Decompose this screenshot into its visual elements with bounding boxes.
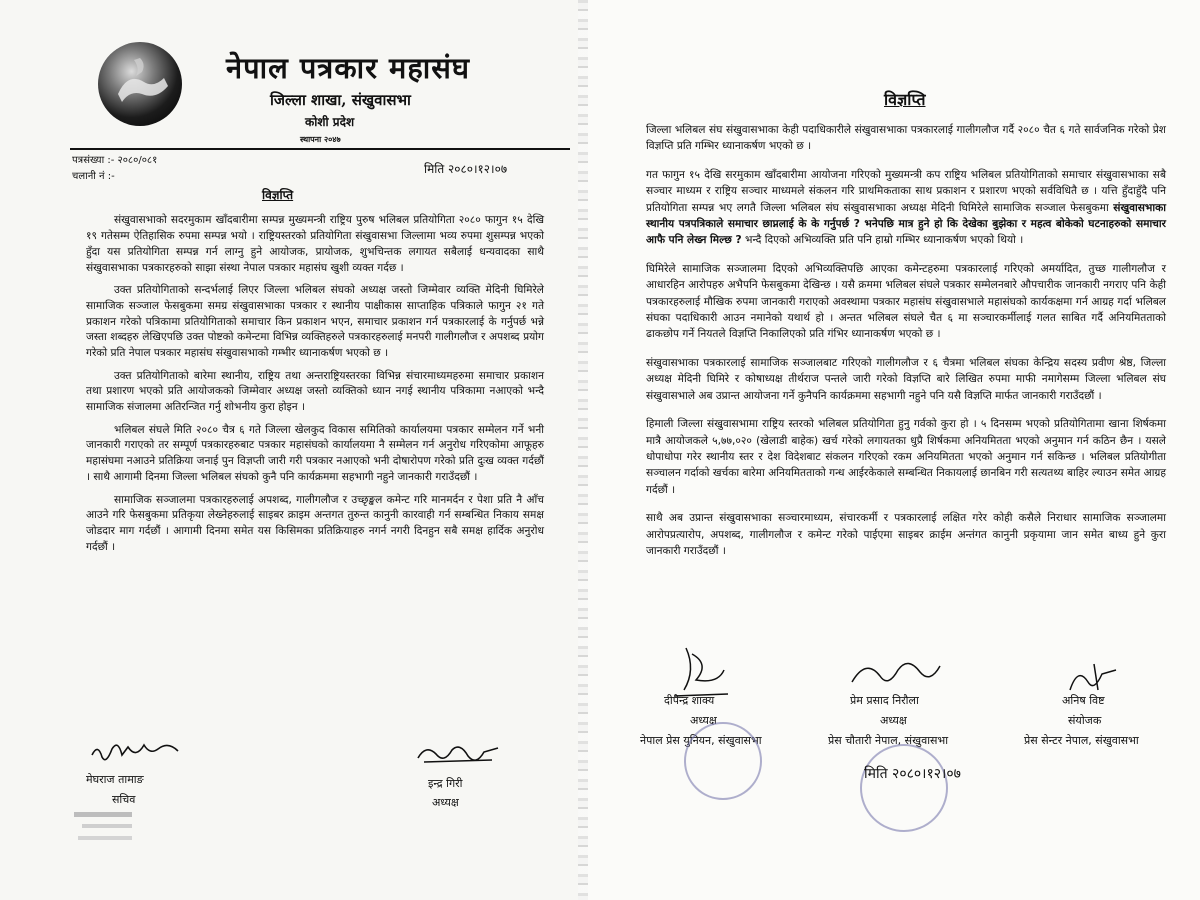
right-letter xyxy=(588,0,1200,900)
letter-title: विज्ञप्ति xyxy=(884,90,926,109)
org-name: नेपाल पत्रकार महासंघ xyxy=(226,51,471,85)
letter-body xyxy=(86,213,544,562)
signatory-3-role: संयोजक xyxy=(1068,714,1102,727)
paragraph: घिमिरेले सामाजिक सञ्जालमा दिएको अभिव्यक्तिपछि आएका कमेन्टहरुमा पत्रकारलाई गरिएको अमर्यादित, तुच्छ गालीगलौज र आधारहिन आरोपहरु अभैपनि फेसबुकमा देखिन्छ । यसै क्रममा भलिबल संघले पत्रकार सम्मेलनबारे औपचारीक जानकारी नगराए पनि केही पत्रकारहरुलाई मौखिक रुपमा जानकारी गराएको अवस्थामा पत्रकार महासंघ संखुवासभाले महासंघको कार्यकक्षमा गर्न आग्रह गर्दा भलिबल संघका पदाधिकारी आउन नमानेको यथार्थ हो । अन्तत भलिबल संघले चैत ६ मा सञ्चारकर्मीलाई गलत साबित गर्दै अनियमितताको ढाकछोप गर्ने नियतले विज्ञप्ति निकालिएको प्रति गंभिर ध्यानाकर्षण भएको छ । xyxy=(646,262,1166,341)
paragraph: जिल्ला भलिबल संघ संखुवासभाका केही पदाधिकारीले संखुवासभाका पत्रकारलाई गालीगलौज गर्दै २०८० चैत ६ गते सार्वजनिक गरेको प्रेश विज्ञप्ति प्रति गम्भिर ध्यानाकर्षण भएको छ । xyxy=(646,124,1166,153)
signatory-3-org: प्रेस सेन्टर नेपाल, संखुवासभा xyxy=(1024,734,1139,747)
founded-year: स्थापना २०४७ xyxy=(300,135,341,144)
letter-date: मिति २०८०।१२।०७ xyxy=(424,162,508,176)
secretary-name: मेघराज तामाङ xyxy=(86,773,144,786)
paragraph: सामाजिक सञ्जालमा पत्रकारहरुलाई अपशब्द, गालीगलौज र उच्छृङ्खल कमेन्ट गरि मानमर्दन र पेशा प्रति नै आँच आउने गरि फेसबुकमा प्रतिकृया लेख्नेहरुलाई साइबर क्राइम अन्तगत तुरुन्त कानुनी कारवाही गर्न सम्बन्धित निकाय समक्ष जोडदार माग गर्दछौं । आगामी दिनमा समेत यस किसिमका प्रतिक्रियाहरु नगर्न नगरी दिनहुन सबै समक्ष हार्दिक अनुरोध गर्दछौं । xyxy=(86,493,544,554)
paragraph: उक्त प्रतियोगिताको बारेमा स्थानीय, राष्ट्रिय तथा अन्तराष्ट्रियस्तरका विभिन्न संचारमाध्यमहरुमा समाचार प्रकाशन तथा प्रशारण भएको प्रति आयोजकको जिम्मेवार अध्यक्ष जस्तो व्यक्तिको ध्यान नगई स्थानीय पत्रिकामा नआएको भन्दै सामाजिक संजालमा अतिरन्जित गर्नु शोभनीय कुरा होइन । xyxy=(86,369,544,414)
letter-date: मिति २०८०।१२।०७ xyxy=(864,766,961,782)
branch-name: जिल्ला शाखा, संखुवासभा xyxy=(270,91,411,109)
paragraph: उक्त प्रतियोगिताको सन्दर्भलाई लिएर जिल्ला भलिबल संघको अध्यक्ष जस्तो जिम्मेवार व्यक्ति मेदिनी घिमिरेले सामाजिक सञ्जाल फेसबुकमा समग्र संखुवासभाका पत्रकार र स्थानीय पाक्षीकास साप्ताहिक पत्रिकाले फागुन २१ गते प्रकाशन गरेको पत्रिकामा प्रतियोगिताको समाचार किन प्रकाशन भएन, समाचार प्रकाशन गर्न पत्रकारलाई के गर्नुपर्छ भन्ने जस्ता शब्दहरु लेखिएपछि उक्त पोष्टको कमेन्टमा विभिन्न व्यक्तिहरुले पत्रकारहरुलाई मनपरी गालीगलौज र अपशब्द प्रयोग गरेको प्रति नेपाल पत्रकार महासंघ संखुवासभाको गम्भीर ध्यानाकर्षण भएको छ । xyxy=(86,283,544,360)
signatory-2-role: अध्यक्ष xyxy=(880,714,907,727)
quoted-post: संखुवासभाका स्थानीय पत्रपत्रिकाले समाचार छाप्नलाई के के गर्नुपर्छ ? भनेपछि मात्र हुने हो कि देखेका बुझेका र महत्व बोकेको घटनाहरुको समाचार आफै पनि लेख्न मिल्छ ? xyxy=(646,201,1166,247)
president-role: अध्यक्ष xyxy=(432,796,459,809)
round-stamp-icon xyxy=(860,744,948,832)
signatory-2-name: प्रेम प्रसाद निरौला xyxy=(850,694,919,707)
paragraph: संखुवासभाको सदरमुकाम खाँदबारीमा सम्पन्न मुख्यमन्त्री राष्ट्रिय पुरुष भलिबल प्रतियोगिता २०८० फागुन १५ देखि १९ गतेसम्म ऐतिहासिक रुपमा सम्पन्न भयो । राष्ट्रियस्तरको प्रतियोगिता संखुवासभा जिल्लामा भव्य रुपमा शुसम्पन्न भएको हुँदा यस प्रतियोगिता सम्पन्न गर्न लाग्नु हुने आयोजक, प्रायोजक, शुभचिन्तक लगायत सबैलाई धन्यवादका साथै संखुवासभाका पत्रकारहरुको साझा संस्था नेपाल पत्रकार महासंघ खुशी व्यक्त गर्दछ । xyxy=(86,214,544,274)
paragraph: भलिबल संघले मिति २०८० चैत्र ६ गते जिल्ला खेलकुद विकास समितिको कार्यालयमा पत्रकार सम्मेलन गर्ने भनी जानकारी गराएको तर सम्पूर्ण पत्रकारहरुबाट पत्रकार महासंघको कार्यालयमा नै सम्मेलन गर्न अनुरोध गरिएकोमा आफूहरु महासंघमा नआउने प्रतिक्रिया जनाई पुन विज्ञप्ती जारी गरी पत्रकार नआएको भनी दोषारोपण गरेको प्रति दुःख व्यक्त गर्दछौं । साथै आगामी दिनमा जिल्ला भलिबल संघको कुनै पनि कार्यक्रममा सहभागी नहुने जानकारी गराउँदछौं । xyxy=(86,423,544,484)
left-letter xyxy=(0,0,588,900)
header-rule xyxy=(70,148,570,150)
province-name: कोशी प्रदेश xyxy=(305,115,355,129)
letter-body xyxy=(646,122,1166,571)
signatory-1-role: अध्यक्ष xyxy=(690,714,717,727)
signatory-2-org: प्रेस चौतारी नेपाल, संखुवासभा xyxy=(828,734,949,747)
signature-secretary xyxy=(88,735,188,769)
signature-president xyxy=(414,740,504,774)
paragraph: हिमाली जिल्ला संखुवासभामा राष्ट्रिय स्तरको भलिबल प्रतियोगिता हुनु गर्वको कुरा हो । ५ दिनसम्म भएको प्रतियोगितामा खाना शिर्षकमा मात्रै आयोजकले ५,७७,०२० (खेलाडी बाहेक) खर्च गरेको लगायतका धुप्रै शिर्षकमा अनियमितता भएको अनुमान गर्न कठिन छैन । यसले धोपाधोपा गरेर स्थानीय स्तर र देश विदेशबाट संकलन गरिएको रकम अनियमितता भएको अनुमान गर्न सकिन्छ । भलिबल प्रतियोगीता सञ्चालन गर्दाको खर्चका बारेमा अनियमितताको गन्ध आईरकेकाले सम्बन्धित निकायलाई छानबिन गरी सत्यतथ्य बाहिर ल्याउन समेत आग्रह गर्दछौं । xyxy=(646,418,1166,496)
letter-title: विज्ञप्ति xyxy=(262,188,294,202)
globe-logo-icon xyxy=(98,42,182,126)
round-stamp-icon xyxy=(684,722,762,800)
signatory-1-org: नेपाल प्रेस युनियन, संखुवासभा xyxy=(640,734,762,747)
paragraph: संखुवासभाका पत्रकारलाई सामाजिक सञ्जालबाट गरिएको गालीगलौज र ६ चैत्रमा भलिबल संघका केन्द्रिय सदस्य प्रवीण श्रेष्ठ, जिल्ला अध्यक्ष मेदिनी घिमिरे र कोषाध्यक्ष तीर्थराज पन्तले जारी गरेको विज्ञप्ति बारे लिखित रुपमा माफी नमागेसम्म जिल्ला भलिबल संघ संखुवासभाले अब उप्रान्त आयोजना गर्ने कुनैपनि कार्यक्रममा सहभागी नहुने पनि यसै विज्ञप्ति मार्फत जानकारी गराउँदछौं । xyxy=(646,356,1166,402)
signatory-3-name: अनिष विष्ट xyxy=(1062,694,1105,707)
dispatch-number: चलानी नं :- xyxy=(72,171,115,182)
signatory-1-name: दीपेन्द्र शाक्य xyxy=(664,694,715,707)
reference-number: पत्रसंख्या :- २०८०/०८१ xyxy=(72,155,158,166)
paragraph-text: भन्दै दिएको अभिव्यक्ति प्रति पनि हाम्रो गम्भिर ध्यानाकर्षण भएको थियो । xyxy=(741,234,1024,247)
secretary-role: सचिव xyxy=(112,793,136,806)
paragraph: साथै अब उप्रान्त संखुवासभाका सञ्चारमाध्यम, संचारकर्मी र पत्रकारलाई लक्षित गरेर कोही कसैले निराधार सामाजिक सञ्जालमा आरोपप्रत्यारोप, अपशब्द, गालीगलौज र कमेन्ट गरेको पाईएमा साइबर क्राईम अन्तंगत कानुनी प्रकृयामा जान समेत बाध्य हुने कुरा जानकारी गराउँदछौं । xyxy=(646,512,1166,557)
paragraph-text: गत फागुन १५ देखि सरमुकाम खाँदबारीमा आयोजना गरिएको मुख्यमन्त्री कप राष्ट्रिय भलिबल प्रतियोगिताको समाचार संखुवासभाका सबै सञ्चार माध्यम र राष्ट्रिय सञ्चार माध्यमले संकलन गरि प्राथमिकताका साथ प्रकाशन र प्रशारण भएको सर्वविधितै छ । यत्ति हुँदाहुँदै पनि प्रतियोगिता सम्पन्न भए लगतै जिल्ला भलिबल संघ संखुवासभाका अध्यक्ष मेदिनी घिमिरेले सामाजिक सञ्जाल फेसबुकमा xyxy=(646,168,1166,214)
president-name: इन्द्र गिरी xyxy=(428,777,463,790)
paragraph xyxy=(646,167,1166,249)
faded-stamp xyxy=(72,808,132,848)
